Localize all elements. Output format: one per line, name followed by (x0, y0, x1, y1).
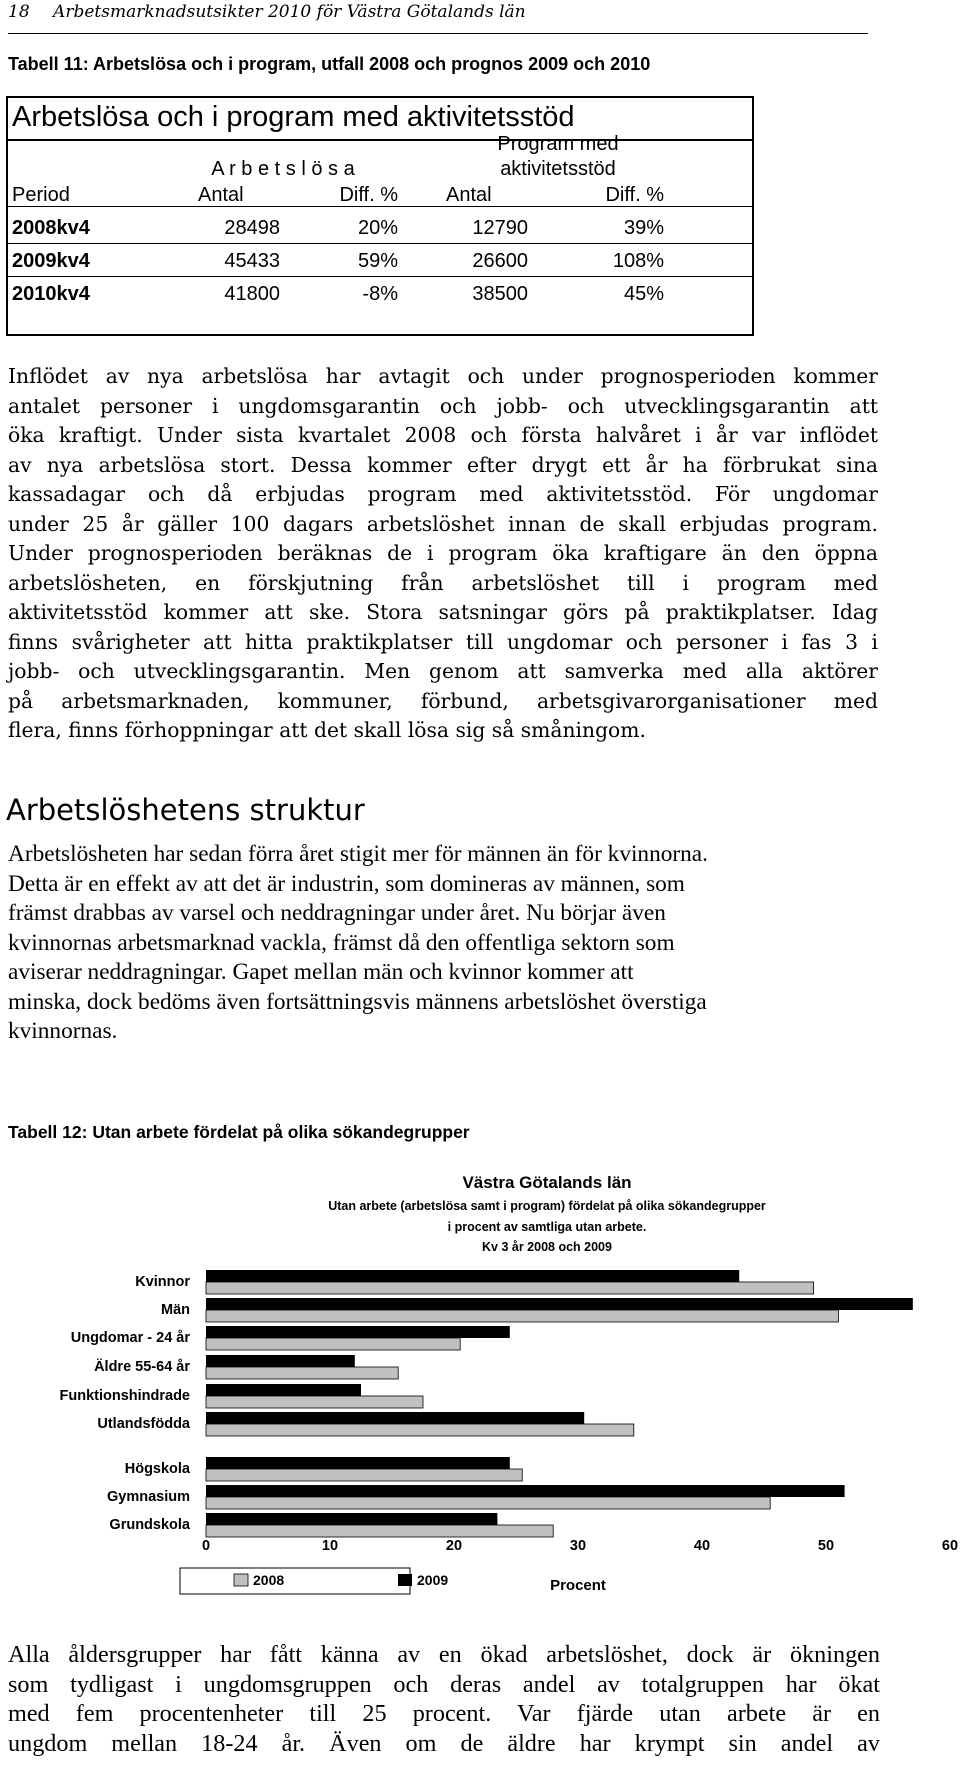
table11-caption-label: Tabell 11: (8, 54, 89, 74)
paragraph2-line: kvinnornas arbetsmarknad vackla, främst då den offentliga sektorn som (8, 929, 675, 956)
chart-subtitle-line: i procent av samtliga utan arbete. (447, 1220, 647, 1234)
x-tick-label: 20 (445, 1538, 463, 1554)
paragraph1-line: antalet personer i ungdomsgarantin och jobb- och utvecklingsgarantin att (8, 393, 878, 418)
paragraph-struktur (8, 840, 888, 1047)
category-label: Grundskola (109, 1517, 190, 1533)
category-label: Kvinnor (135, 1274, 190, 1290)
bar-2009 (206, 1457, 510, 1469)
bar-2009 (206, 1326, 510, 1338)
x-axis-label: Procent (550, 1577, 606, 1594)
x-tick-label: 0 (201, 1538, 211, 1554)
paragraph2-line: Detta är en effekt av att det är industrin, som domineras av männen, som (8, 870, 685, 897)
bar-2008 (206, 1338, 460, 1350)
paragraph1-line: på arbetsmarknaden, kommuner, förbund, arbetsgivarorganisationer med (8, 688, 878, 713)
bar-2008 (206, 1424, 634, 1436)
paragraph1-line: Inflödet av nya arbetslösa har avtagit och under prognosperioden kommer (8, 364, 878, 388)
paragraph1-line: kassadagar och då erbjudas program med aktivitetsstöd. För ungdomar (8, 482, 878, 506)
category-label: Gymnasium (107, 1489, 190, 1505)
paragraph3-line: Alla åldersgrupper har fått känna av en ökad arbetslöshet, dock är ökningen (8, 1641, 880, 1668)
x-tick-label: 10 (321, 1538, 339, 1554)
bar-2008 (206, 1497, 770, 1509)
bar-2009 (206, 1513, 497, 1525)
chart-subtitle-line: Utan arbete (arbetslösa samt i program) fördelat på olika sökandegrupper (328, 1199, 766, 1213)
paragraph3-line: med fem procentenheter till 25 procent. Var fjärde utan arbete är en (8, 1700, 880, 1727)
paragraph3-line: ungdom mellan 18-24 år. Även om de äldre har krympt sin andel av (8, 1729, 880, 1757)
legend-label-2008: 2008 (253, 1572, 285, 1588)
paragraph1-line: under 25 år gäller 100 dagars arbetslöshet innan de skall erbjudas program. (8, 511, 878, 536)
paragraph2-line: minska, dock bedöms även fortsättningsvis männens arbetslöshet överstiga (8, 988, 707, 1015)
row0-period: 2008kv4 (12, 217, 90, 239)
bar-2008 (206, 1367, 398, 1379)
x-tick-label: 50 (817, 1538, 835, 1554)
section-heading: Arbetslöshetens struktur (6, 793, 365, 827)
x-tick-label: 40 (693, 1538, 711, 1554)
paragraph1-line: Under prognosperioden beräknas de i program öka kraftigare än den öppna (8, 541, 878, 565)
paragraph2-line: främst drabbas av varsel och neddragningar under året. Nu börjar även (8, 900, 666, 926)
bar-2009 (206, 1384, 361, 1396)
row1-antal: 45433 (224, 250, 280, 272)
table12-caption-text: Utan arbete fördelat på olika sökandegrupper (92, 1122, 470, 1142)
row0-rule (8, 243, 752, 244)
paragraph1-line: öka kraftigt. Under sista kvartalet 2008 och första halvåret i år var inflödet (8, 423, 878, 447)
x-tick-label: 60 (941, 1538, 959, 1554)
row1-diff2: 108% (612, 250, 664, 272)
paragraph-aldersgrupper (8, 1640, 880, 1758)
table12-caption-label: Tabell 12: (8, 1122, 88, 1142)
table11-caption (8, 54, 650, 75)
bar-2008 (206, 1469, 522, 1481)
row2-diff2: 45% (623, 283, 664, 305)
row1-rule (8, 276, 752, 277)
col-period: Period (12, 184, 70, 206)
chart-plot-area (60, 1270, 959, 1554)
row0-diff2: 39% (623, 217, 664, 239)
row0-antal2: 12790 (472, 217, 528, 239)
bar-2009 (206, 1485, 845, 1497)
col-diff: Diff. % (339, 184, 398, 206)
legend-swatch-2008 (234, 1574, 248, 1586)
x-tick-label: 30 (569, 1538, 587, 1554)
group-program-line1: Program med (497, 133, 619, 155)
row1-diff: 59% (357, 250, 398, 272)
legend-label-2009: 2009 (417, 1572, 449, 1588)
page-number: 18 (8, 2, 30, 22)
legend-swatch-2009 (398, 1574, 412, 1586)
paragraph1-line: arbetslösheten, en förskjutning från arbetslöshet till i program med (8, 570, 878, 595)
bar-2009 (206, 1298, 913, 1310)
category-label: Äldre 55-64 år (94, 1359, 190, 1375)
bar-2009 (206, 1355, 355, 1367)
row0-antal: 28498 (224, 217, 280, 239)
bar-2008 (206, 1310, 838, 1322)
legend-box (180, 1568, 410, 1594)
paragraph3-line: som tydligast i ungdomsgruppen och deras andel av totalgruppen har ökat (8, 1670, 880, 1698)
category-label: Män (161, 1302, 190, 1318)
col-antal: Antal (198, 184, 244, 206)
row1-antal2: 26600 (472, 250, 528, 272)
paragraph1-line: flera, finns förhoppningar att det skall lösa sig så småningom. (8, 718, 646, 742)
paragraph1-line: finns svårigheter att hitta praktikplatser till ungdomar och personer i fas 3 i (8, 629, 878, 654)
table11 (6, 96, 754, 336)
running-header (8, 0, 868, 34)
paragraph2-line: aviserar neddragningar. Gapet mellan män och kvinnor kommer att (8, 959, 634, 985)
running-header-title: Arbetsmarknadsutsikter 2010 för Västra Götalands län (53, 2, 526, 22)
bar-2008 (206, 1282, 814, 1294)
category-label: Funktionshindrade (59, 1388, 190, 1404)
row2-diff: -8% (362, 283, 398, 305)
row1-period: 2009kv4 (12, 250, 90, 272)
paragraph1-line: aktivitetsstöd kommer att ske. Stora satsningar görs på praktikplatser. Idag (8, 600, 878, 624)
chart-subtitle-line: Kv 3 år 2008 och 2009 (482, 1240, 612, 1254)
group-unemployed: A r b e t s l ö s a (211, 158, 355, 180)
row2-period: 2010kv4 (12, 283, 90, 305)
group-program-line2: aktivitetsstöd (500, 158, 616, 180)
bar-2009 (206, 1270, 739, 1282)
table11-header-rule (8, 206, 752, 207)
category-label: Ungdomar - 24 år (70, 1330, 190, 1346)
paragraph2-line: kvinnornas. (8, 1018, 118, 1044)
category-label: Utlandsfödda (97, 1416, 190, 1432)
chart-title: Västra Götalands län (462, 1173, 632, 1192)
col-antal2: Antal (446, 184, 492, 206)
paragraph2-line: Arbetslösheten har sedan förra året stigit mer för männen än för kvinnorna. (8, 841, 708, 867)
category-label: Högskola (124, 1461, 190, 1477)
row2-antal: 41800 (224, 283, 280, 305)
table12-caption (8, 1122, 470, 1143)
table11-caption-text: Arbetslösa och i program, utfall 2008 och prognos 2009 och 2010 (93, 54, 651, 74)
bar-2009 (206, 1412, 584, 1424)
col-diff2: Diff. % (605, 184, 664, 206)
bar-2008 (206, 1396, 423, 1408)
paragraph-inflode (8, 362, 878, 746)
row0-diff: 20% (357, 217, 398, 239)
bar-chart (0, 1160, 960, 1610)
bar-2008 (206, 1525, 553, 1537)
paragraph1-line: jobb- och utvecklingsgarantin. Men genom att samverka med alla aktörer (8, 659, 878, 683)
row2-antal2: 38500 (472, 283, 528, 305)
table11-title: Arbetslösa och i program med aktivitetsstöd (12, 101, 575, 133)
paragraph1-line: av nya arbetslösa stort. Dessa kommer efter drygt ett år ha förbrukat sina (8, 452, 878, 477)
